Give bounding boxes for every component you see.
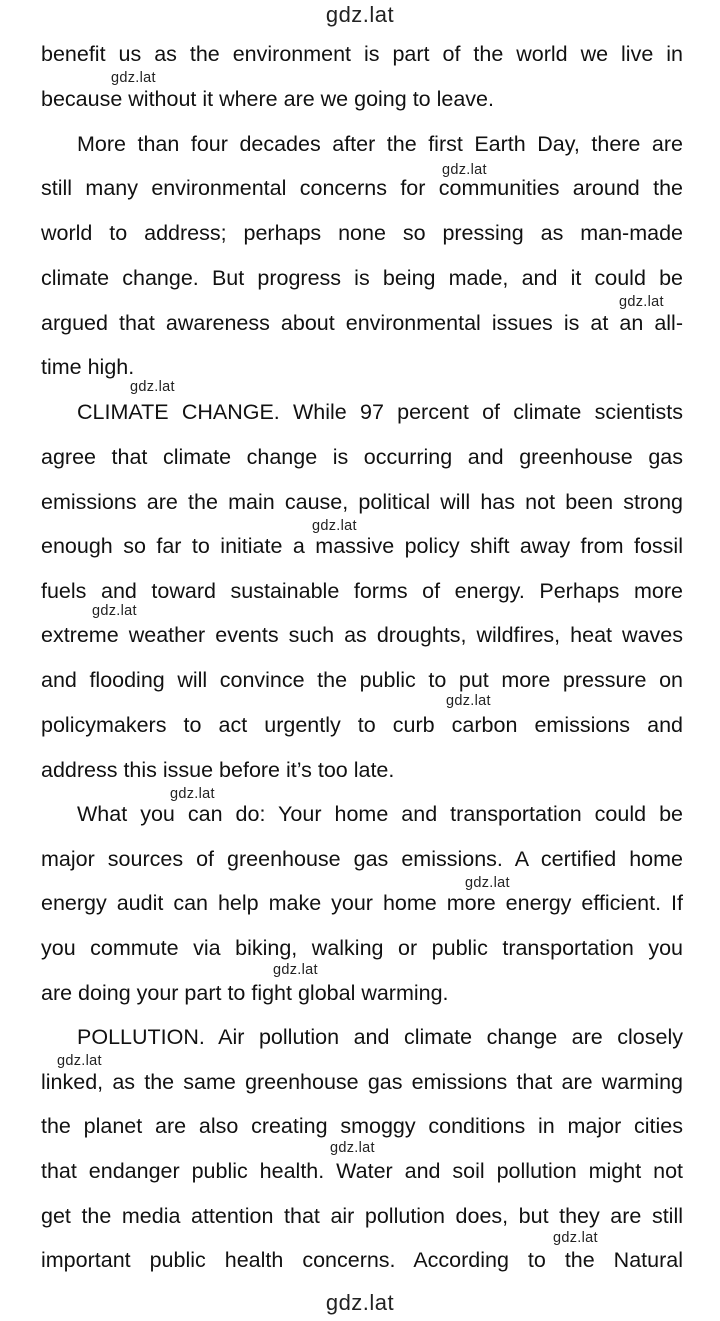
watermark: gdz.lat <box>111 70 156 86</box>
text-line: emissions are the main cause, political will has not been strong <box>41 490 683 514</box>
watermark: gdz.lat <box>619 294 664 310</box>
text-line: major sources of greenhouse gas emissions. A certified home <box>41 847 683 871</box>
text-line: important public health concerns. According to the Natural <box>41 1248 683 1272</box>
text-line: benefit us as the environment is part of the world we live in <box>41 42 683 66</box>
text-line: still many environmental concerns for communities around the <box>41 176 683 200</box>
watermark: gdz.lat <box>312 518 357 534</box>
text-line: are doing your part to fight global warming. <box>41 981 449 1005</box>
text-line: address this issue before it’s too late. <box>41 758 395 782</box>
text-line: world to address; perhaps none so pressing as man-made <box>41 221 683 245</box>
watermark: gdz.lat <box>442 162 487 178</box>
watermark: gdz.lat <box>273 962 318 978</box>
page-header-site-name: gdz.lat <box>325 2 395 27</box>
watermark: gdz.lat <box>330 1140 375 1156</box>
watermark: gdz.lat <box>170 786 215 802</box>
text-line: POLLUTION. Air pollution and climate change are closely <box>77 1025 683 1049</box>
text-line: enough so far to initiate a massive policy shift away from fossil <box>41 534 683 558</box>
text-line: time high. <box>41 355 135 379</box>
text-line: climate change. But progress is being made, and it could be <box>41 266 683 290</box>
watermark: gdz.lat <box>553 1230 598 1246</box>
text-line: and flooding will convince the public to put more pressure on <box>41 668 683 692</box>
text-line: you commute via biking, walking or public transportation you <box>41 936 683 960</box>
text-line: agree that climate change is occurring and greenhouse gas <box>41 445 683 469</box>
text-line: policymakers to act urgently to curb carbon emissions and <box>41 713 683 737</box>
watermark: gdz.lat <box>465 875 510 891</box>
text-line: energy audit can help make your home more energy efficient. If <box>41 891 683 915</box>
text-line: fuels and toward sustainable forms of energy. Perhaps more <box>41 579 683 603</box>
text-line: argued that awareness about environmental issues is at an all- <box>41 311 683 335</box>
text-line: because without it where are we going to leave. <box>41 87 494 111</box>
text-line: What you can do: Your home and transportation could be <box>77 802 683 826</box>
text-line: get the media attention that air pollution does, but they are still <box>41 1204 683 1228</box>
text-line: CLIMATE CHANGE. While 97 percent of climate scientists <box>77 400 683 424</box>
text-line: that endanger public health. Water and soil pollution might not <box>41 1159 683 1183</box>
text-line: extreme weather events such as droughts, wildfires, heat waves <box>41 623 683 647</box>
watermark: gdz.lat <box>92 603 137 619</box>
watermark: gdz.lat <box>57 1053 102 1069</box>
watermark: gdz.lat <box>130 379 175 395</box>
page-footer-site-name: gdz.lat <box>325 1290 395 1315</box>
text-line: the planet are also creating smoggy conditions in major cities <box>41 1114 683 1138</box>
watermark: gdz.lat <box>446 693 491 709</box>
text-line: linked, as the same greenhouse gas emissions that are warming <box>41 1070 683 1094</box>
text-line: More than four decades after the first Earth Day, there are <box>77 132 683 156</box>
